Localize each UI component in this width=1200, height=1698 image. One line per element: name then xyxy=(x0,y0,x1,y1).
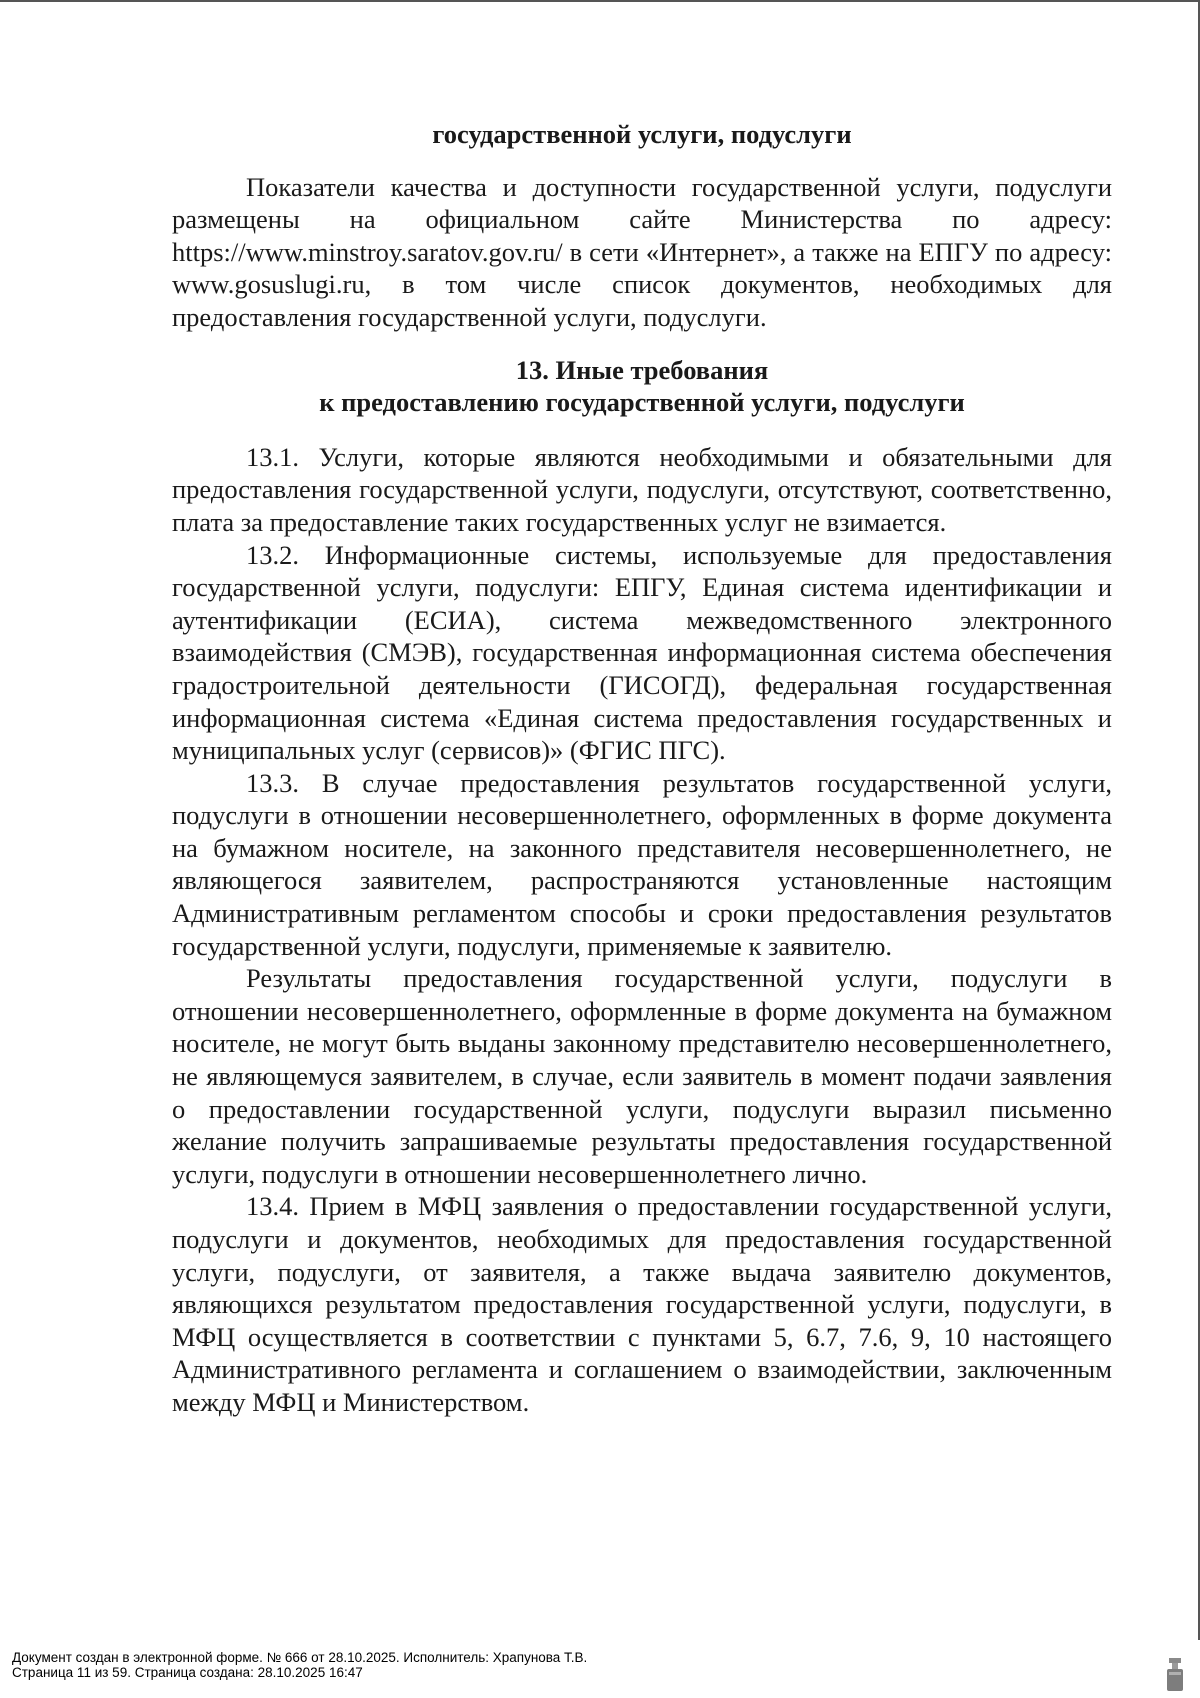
paragraph-13-3-continued: Результаты предоставления государственной услуги, подуслуги в отношении несовершеннолетнего, оформленные в форме документа на бумажном носителе, не могут быть выданы законному представителю несовершеннолетнего, не являющемуся заявителем, в случае, если заявитель в момент подачи заявления о предоставлении государственной услуги, подуслуги выразил письменно желание получить запрашиваемые результаты предоставления государственной услуги, подуслуги в отношении несовершеннолетнего лично. xyxy=(172,963,1112,1189)
document-page xyxy=(172,118,1112,1419)
paragraph-13-1: 13.1. Услуги, которые являются необходимыми и обязательными для предоставления государственной услуги, подуслуги, отсутствуют, соответственно, плата за предоставление таких государственных услуг не взимается. xyxy=(172,441,1112,537)
section-13-title-line1: 13. Иные требования xyxy=(515,354,769,385)
page-top-border xyxy=(0,0,1200,2)
section-13-title xyxy=(172,354,1112,419)
footer-line-1: Документ создан в электронной форме. № 666 от 28.10.2025. Исполнитель: Храпунова Т.В. xyxy=(12,1650,588,1665)
document-footer xyxy=(12,1650,587,1680)
paragraph-13-2: 13.2. Информационные системы, используемые для предоставления государственной услуги, подуслуги: ЕПГУ, Единая система идентификации и аутентификации (ЕСИА), система межведомственного электронного взаимодействия (СМЭВ), государственная информационная система обеспечения градостроительной деятельности (ГИСОГД), федеральная государственная информационная система «Единая система предоставления государственных и муниципальных услуг (сервисов)» (ФГИС ПГС). xyxy=(172,539,1112,766)
paragraph-13-3: 13.3. В случае предоставления результатов государственной услуги, подуслуги в отношении несовершеннолетнего, оформленных в форме документа на бумажном носителе, на законного представителя несовершеннолетнего, не являющегося заявителем, распространяются установленные настоящим Административным регламентом способы и сроки предоставления результатов государственной услуги, подуслуги, применяемые к заявителю. xyxy=(172,767,1112,961)
document-stamp-icon xyxy=(1166,1656,1184,1692)
footer-line-2: Страница 11 из 59. Страница создана: 28.10.2025 16:47 xyxy=(12,1665,363,1680)
intro-paragraph: Показатели качества и доступности государственной услуги, подуслуги размещены на официальном сайте Министерства по адресу: https://www.minstroy.saratov.gov.ru/ в сети «Интернет», а также на ЕПГУ по адресу: www.gosuslugi.ru, в том числе список документов, необходимых для предоставления государственной услуги, подуслуги. xyxy=(172,171,1112,332)
section-13-title-line2: к предоставлению государственной услуги, подуслуги xyxy=(319,387,965,418)
heading-continuation: государственной услуги, подуслуги xyxy=(432,119,852,149)
paragraph-13-4: 13.4. Прием в МФЦ заявления о предоставлении государственной услуги, подуслуги и документов, необходимых для предоставления государственной услуги, подуслуги, от заявителя, а также выдача заявителю документов, являющихся результатом предоставления государственной услуги, подуслуги, в МФЦ осуществляется в соответствии с пунктами 5, 6.7, 7.6, 9, 10 настоящего Административного регламента и соглашением о взаимодействии, заключенным между МФЦ и Министерством. xyxy=(172,1191,1112,1417)
